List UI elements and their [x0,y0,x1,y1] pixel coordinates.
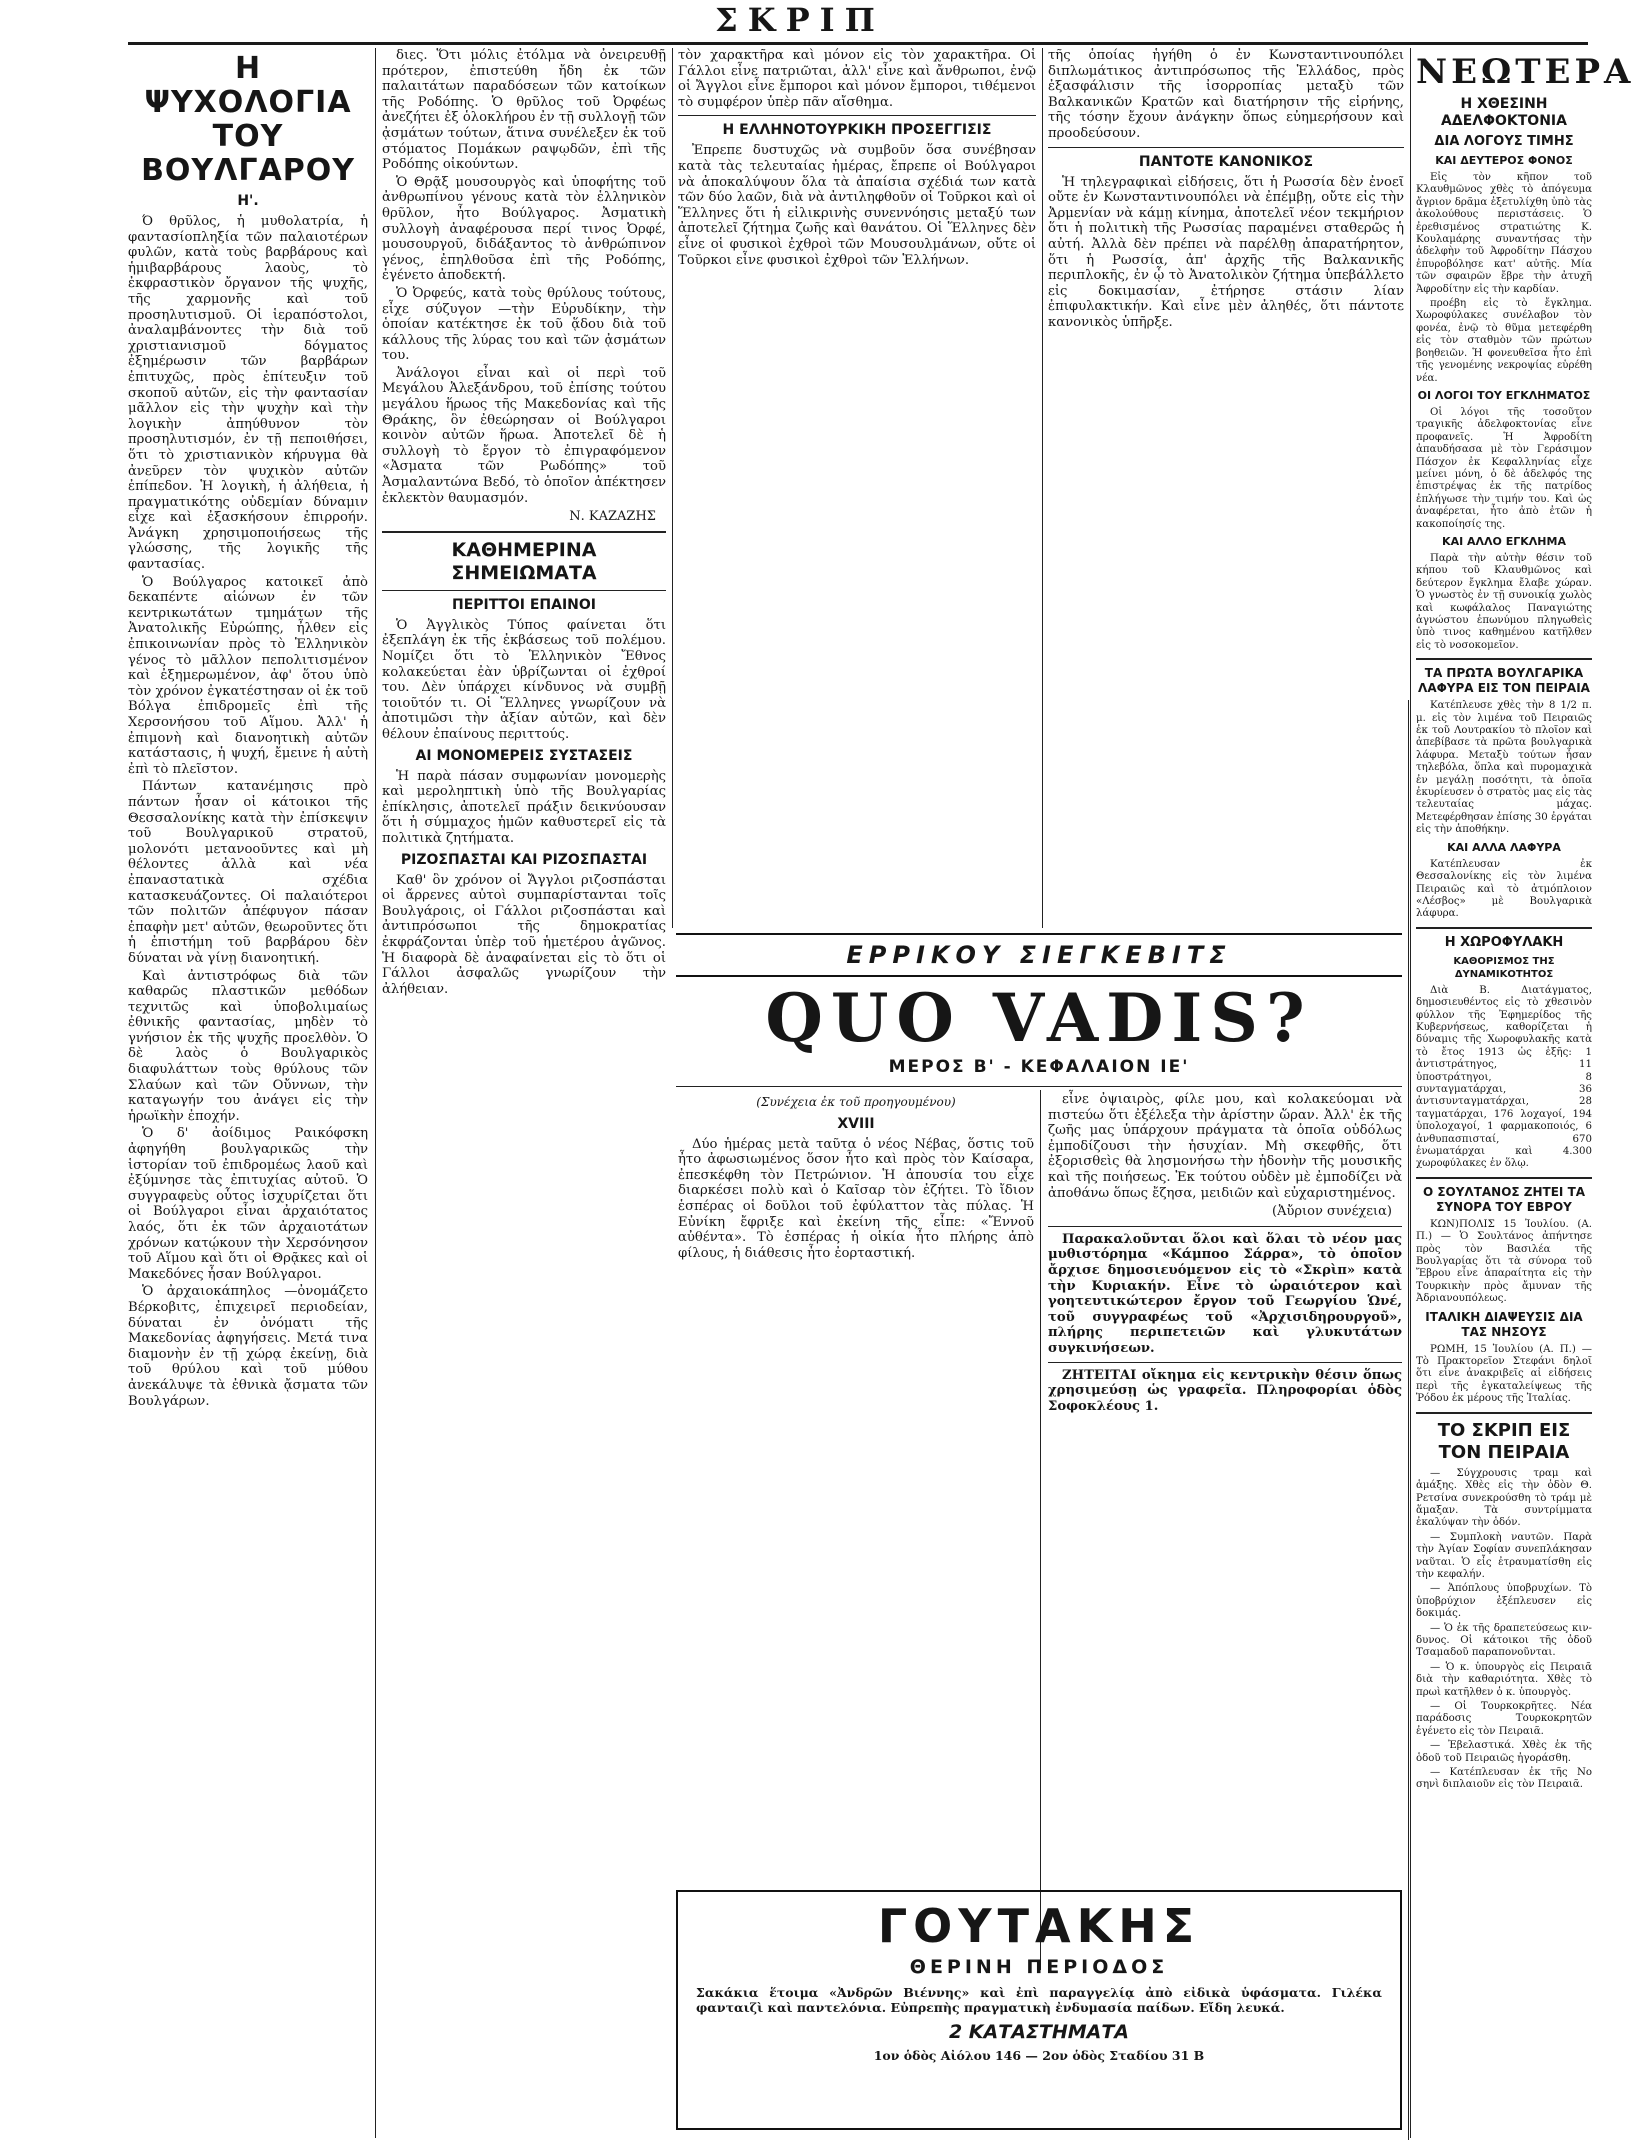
headline: Η ΧΘΕΣΙΝΗ ΑΔΕΛΦΟΚΤΟΝΙΑ [1441,96,1567,129]
divider [382,590,666,591]
paragraph: τὸν χαρακτῆρα καὶ μόνον εἰς τὸν χαρακτῆρα. Οἱ Γάλλοι εἶνε πατριῶται, ἀλλ' εἶνε καὶ ἄνθρωποι, ἐνῷ οἱ Ἄγγλοι εἶνε ἔμποροι καὶ μόνον ἔμποροι, τιθέμενοι τὸ συμφέρον ὑπὲρ πᾶν αἴσθημα. [678,48,1036,110]
headline: Η ΧΩΡΟΦΥΛΑΚΗ [1444,934,1564,950]
serial-text-right [1048,1092,1402,1882]
column-four [1048,48,1404,928]
divider [1048,147,1404,148]
divider [1048,1226,1402,1227]
column-rule [1408,700,1409,2140]
serial-title: QUO VADIS? [765,979,1313,1057]
headline: ΤΑ ΠΡΩΤΑ ΒΟΥΛΓΑΡΙΚΑ ΛΑΦΥΡΑ ΕΙΣ ΤΟΝ ΠΕΙΡΑΙΑ [1418,666,1590,696]
headline: ΙΤΑΛΙΚΗ ΔΙΑΨΕΥΣΙΣ ΔΙΑ ΤΑΣ ΝΗΣΟΥΣ [1425,1309,1583,1339]
paragraph: Καὶ ἀντιστρόφως διὰ τῶν καθαρῶς πλαστικῶν μεθόδων τεχνιτῶς καὶ ὑποβολιμαίως ἐθνικῆς φαντασίας, μηδὲν τὸ γνήσιον ἐκ τῆς ψυχῆς προελθὸν. Ὁ δὲ λαὸς ὁ Βουλγαρικὸς διαφυλάττων τοὺς θρύλους τῶν Σλαύων καὶ τῶν Οὔννων, τὴν καταγωγήν του ἀνάγει εἰς τὴν ἡρωϊκὴν ἐποχήν. [128,968,368,1124]
column-rule [375,48,376,2138]
goutakis-advertisement [676,1890,1402,2130]
paragraph: προέβη εἰς τὸ ἔγκλημα. Χωροφύλακες συνέλαβον τὸν φονέα, ἐνῷ τὸ θῦμα μετεφέρθη εἰς τὸν σταθμὸν τῶν πρώτων βοηθειῶν. Ἡ φονευθεῖσα ἦτο ἐπὶ τῆς γενομένης νεκροψίας εὑρέθη νέα. [1416,298,1592,384]
headline: ΚΑΙ ΔΕΥΤΕΡΟΣ ΦΟΝΟΣ [1435,154,1573,167]
paragraph: Ἡ παρὰ πάσαν συμφωνίαν μονομερὴς καὶ μεροληπτικὴ ὑπὸ τῆς Βουλγαρίας ἐπίκλησις, ἀποτελεῖ πράξιν δεικνύουσαν ὅτι ἡ σύμμαχος ἡμῶν καθυστερεῖ εἰς τὰ πολιτικὰ ζητήματα. [382,768,666,846]
divider [1416,927,1592,929]
paragraph: Εἰς τὸν κῆπον τοῦ Κλαυθμῶνος χθὲς τὸ ἀπόγευμα ἄγριον δρᾶμα ἐξετυλίχθη ὑπὸ τὰς ἀκολούθους περιστάσεις. Ὁ ἐρεθισμένος στρατιώτης Κ. Κουλαμάρης συναντήσας τὴν ἀδελφὴν τοῦ Ἀφροδίτην Πάσχου ἐπυροβόλησε κατ' αὐτῆς. Μία τῶν σφαιρῶν ἔβρε τὴν ἀτυχῆ Ἀφροδίτην εἰς τὴν καρδίαν. [1416,172,1592,295]
paragraph: ΚΩΝ)ΠΟΛΙΣ 15 Ἰουλίου. (Α. Π.) — Ὁ Σουλτάνος ἀπήντησε πρὸς τὸν Βασιλέα τῆς Βουλγαρίας ὅτι τὰ σύνορα τοῦ Ἔβρου εἶνε ἀπαραίτητα εἰς τὴν Τουρκικὴν πρὸς ἄμυναν τῆς Ἀδριανουπόλεως. [1416,1218,1592,1305]
headline: ΔΙΑ ΛΟΓΟΥΣ ΤΙΜΗΣ [1434,134,1574,149]
paragraph: Παρὰ τὴν αὐτὴν θέσιν τοῦ κήπου τοῦ Κλαυθμῶνος καὶ δεύτερον ἔγκλημα ἔλαβε χώραν. Ὁ γνωστὸς ἐν τῇ συνοικίᾳ χωλὸς καὶ κωφάλαλος Παναγιώτης ἀγνώστου ἐπωνύμου πληγωθεὶς ὑπὸ τινος καθημένου κατῆλθεν εἰς τὸ νοσοκομεῖον. [1416,552,1592,651]
divider [1416,658,1592,660]
column-rule [1410,48,1411,2138]
column-latest-news [1416,48,1634,2138]
news-item: — Κατέπλευσαν ἐκ τῆς Νο σηνὶ διπλαιοῦν εἰς τὸν Πειραιᾶ. [1416,1767,1592,1791]
serial-continuation-note: (Ἀὔριον συνέχεια) [1272,1204,1392,1220]
divider [678,115,1036,116]
note-title: ΚΑΙ ΑΛΛΟ ΕΓΚΛΗΜΑ [1442,534,1566,548]
subheadline: ΚΑΘΟΡΙΣΜΟΣ ΤΗΣ ΔΥΝΑΜΙΚΟΤΗΤΟΣ [1453,955,1555,980]
ad-subtitle: ΘΕΡΙΝΗ ΠΕΡΙΟΔΟΣ [909,1956,1169,1978]
classified-ad: ΖΗΤΕΙΤΑΙ οἴκημα εἰς κεντρικὴν θέσιν ὅπως χρησιμεύσῃ ὡς γραφεῖα. Πληροφορίαι ὁδὸς Σοφοκλέους 1. [1048,1367,1402,1414]
news-item: — Σύγχρουσις τραμ καὶ ἁμάξης. Χθὲς εἰς τὴν ὁδὸν Θ. Ρετσίνα συνεκρούσθη τὸ τράμ μὲ ἅμαξαν. Τὰ συντρίμματα ἐκαλύψαν τὴν ὁδόν. [1416,1467,1592,1529]
divider [1416,1412,1592,1414]
divider [1048,1362,1402,1363]
serial-author-banner: ΕΡΡΙΚΟΥ ΣΙΕΓΚΕΒΙΤΣ [676,933,1402,977]
ad-body: Σακάκια ἕτοιμα «Ἀνδρῶν Βιέννης» καὶ ἐπὶ παραγγελίᾳ ἀπὸ εἰδικὰ ὑφάσματα. Γιλέκα φανταιζὶ καὶ παντελόνια. Εὐπρεπὴς πραγματικὴ ἐνδυμασία παίδων. Εἴδη λευκά. [696,1985,1382,2015]
paragraph: Οἱ λόγοι τῆς τοσοῦτον τραγικῆς ἀδελφοκτονίας εἶνε προφανεῖς. Ἡ Ἀφροδίτη ἀπαυδήσασα μὲ τὸν Γεράσιμον Πάσχον ἐκ Κεφαλληνίας εἶχε μείνει μόνη, ὁ δὲ ἀδελφός της ἐπιστρέψας ἐκ τῆς πατρίδος ἐπλήγωσε τὴν τιμήν του. Καὶ ὡς ἀναφέρεται, ἦτο ἀπὸ ἐτῶν ἡ κακοποίησίς της. [1416,406,1592,530]
paragraph: ΡΩΜΗ, 15 Ἰουλίου (Α. Π.) — Τὸ Πρακτορεῖον Στεφάνι δηλοῖ ὅτι εἶνε ἀνακριβεῖς αἱ εἰδήσεις περὶ τῆς ἐγκαταλείψεως τῆς Ῥόδου ἐκ μέρους τῆς Ἰταλίας. [1416,1343,1592,1405]
paragraph: Δύο ἡμέρας μετὰ ταῦτα ὁ νέος Νέβας, ὅστις τοῦ ἦτο ἀφωσιωμένος ὅσον ἦτο καὶ πρὸς τὸν Καίσαρα, ἐπεσκέφθη τὸν Πετρώνιον. Ἡ ἀπουσία του εἶχε διαρκέσει πολὺ καὶ ὁ Καῖσαρ τὸν ἐζήτει. Τὸ ἴδιον ἑσπέρας οἱ δοῦλοι τοῦ ἐφύλαττον τὰς πύλας. Ἡ Εὐνίκη ἔφριξε καὶ ἐκείνη τῆς εἶπε: «Ἔννοῦ αὐθέντα». Τὸ ἑσπέρας ἡ οἰκία ἦτο πλήρης ἀπὸ φίλους, ἡ διάθεσις ἦτο ἐορταστική. [678,1136,1034,1261]
serial-continuation: (Συνέχεια ἐκ τοῦ προηγουμένου) [756,1095,956,1109]
paragraph: Διὰ Β. Διατάγματος, δημοσιευθέντος εἰς τὸ χθεσινὸν φύλλον τῆς Ἐφημερίδος τῆς Κυβερνήσεως, καθορίζεται ἡ δύναμις τῆς Χωροφυλακῆς κατὰ τὸ ἔτος 1913 ὡς ἑξῆς: 1 ἀντιστράτηγος, 11 ὑποστράτηγοι, 8 συνταγματάρχαι, 36 ἀντισυνταγματάρχαι, 28 ταγματάρχαι, 176 λοχαγοί, 194 ὑπολοχαγοί, 1 φαρμακοποιός, 6 ἀνθυπασπισταί, 670 ἐνωματάρχαι καὶ 4.300 χωροφύλακες ἐν ὅλῳ. [1416,984,1592,1170]
column-rule [1042,48,1043,928]
paragraph: Ὁ Βούλγαρος κατοικεῖ ἀπὸ δεκαπέντε αἰώνων ἐν τῶν κεντρικωτάτων τμημάτων τῆς Ἀνατολικῆς Εὐρώπης, ἦλθεν εἰς ἐπικοινωνίαν πρὸς τὸ Ἑλληνικὸν γένος τὸ μᾶλλον πεπολιτισμένον καὶ ἐξημερωμένον, ἀφ' ὅτου ὑπὸ τὸν χρόνον ἐγκατέστησαν οἱ ἐκ τοῦ Βόλγα ἐπιδρομεῖς ἐπὶ τῆς Χερσονήσου τοῦ Αἵμου. Ἀλλ' ἡ ἐπιμονὴ καὶ διανοητικὴ αὐτῶν κατάστασις, ἡ ψυχή, ἔμεινε ἡ αὐτὴ ἐπὶ τὸ πλεῖστον. [128,574,368,777]
paragraph: Ὁ δ' ἀοίδιμος Ραικόφσκη ἀφηγήθη βουλγαρικῶς τὴν ἱστορίαν τοῦ ἐπιδρομέως λαοῦ καὶ ἐξύμνησε τὰς ἐπιτυχίας αὐτοῦ. Ὁ συγγραφεὺς οὗτος ἰσχυρίζεται ὅτι οἱ Βούλγαροι εἶναι ἀρχαιότατος λαός, ὅτι ἐκ τῶν ἀρχαιοτάτων χρόνων κατῴκουν τὴν Χερσόνησον τοῦ Αἵμου καὶ ὅτι οἱ Θρᾷκες καὶ οἱ Μακεδόνες ἦσαν Βούλγαροι. [128,1126,368,1282]
paragraph: Πάντων κατανέμησις πρὸ πάντων ἦσαν οἱ κάτοικοι τῆς Θεσσαλονίκης κατὰ τὴν ἐπίσκεψιν τοῦ Βουλγαρικοῦ στρατοῦ, μολονότι μετανοοῦντες καὶ μὴ θέλοντες ἀλλὰ καὶ νέα ἐπαναστατικὰ σχέδια κατασκευάζοντες. Οἱ παλαιότεροι τῶν πολιτῶν ἀπέφυγον πάσαν ἐπαφὴν μετ' αὐτῶν, θεωροῦντες ὅτι ἡ ἐπιστήμη τοῦ βαρβάρου δὲν δύναται νὰ γίνῃ διανοητική. [128,779,368,966]
article-section: Η'. [237,193,259,209]
divider [676,1086,1402,1087]
note-title: ΑΙ ΜΟΝΟΜΕΡΕΙΣ ΣΥΣΤΑΣΕΙΣ [415,747,633,764]
note-title: ΡΙΖΟΣΠΑΣΤΑΙ ΚΑΙ ΡΙΖΟΣΠΑΣΤΑΙ [400,851,648,868]
paragraph: Καθ' ὃν χρόνον οἱ Ἄγγλοι ριζοσπάσται οἱ ἄρρενες αὐτοὶ συμπαρίστανται τοῖς Βουλγάροις, οἱ Γάλλοι ριζοσπάσται καὶ ἀντιπρόσωποι τῆς δημοκρατίας ἐκφράζονται ὑπὲρ τοῦ ἡμετέρου ἀγῶνος. Ἡ διαφορὰ δὲ ἀναφαίνεται εἰς τὸ ὅτι οἱ Γάλλοι ἀσφαλῶς γνωρίζουν τὴν ἀλήθειαν. [382,872,666,997]
section-title: ΚΑΘΗΜΕΡΙΝΑ ΣΗΜΕΙΩΜΑΤΑ [451,538,597,584]
paragraph: Ὁ Ἀγγλικὸς Τύπος φαίνεται ὅτι ἐξεπλάγη ἐκ τῆς ἐκβάσεως τοῦ πολέμου. Νομίζει ὅτι τὸ Ἑλληνικὸν Ἔθνος κολακεύεται ἐὰν ὑβρίζωνται οἱ ἐχθροί του. Δὲν ὑπάρχει κίνδυνος νὰ συμβῇ τοιοῦτόν τι. Οἱ Ἕλληνες γνωρίζουν νὰ ἀποτιμῶσι τὴν ἀξίαν αὐτῶν, καὶ δὲν θέλουν ἐπαίνους περιττούς. [382,617,666,742]
column-rule [1040,1090,1041,1970]
news-item: — Ὁ κ. ὑπουργὸς εἰς Πειραιᾶ διὰ τὴν καθαριότητα. Χθὲς τὸ πρωὶ κατῆλθεν ὁ κ. ὑπουργὸς. [1416,1661,1592,1698]
chapter-number: XVIII [837,1115,875,1132]
paragraph: Ἀνάλογοι εἶναι καὶ οἱ περὶ τοῦ Μεγάλου Ἀλεξάνδρου, τοῦ ἐπίσης τούτου μεγάλου ἥρωος τῆς Μακεδονίας καὶ τῆς Θράκης, ὃν ἐθεώρησαν οἱ Βούλγαροι κοινὸν αὐτῶν ἥρωα. Ἀποτελεῖ δὲ ἡ συλλογὴ τὸ ἔργον τὸ ἐπιγραφόμενον «Ἀσματα τῶν Ρωδόπης» τοῦ Ἀσμαλαντώνα Βεδό, τὸ ὁποῖον ἀπέκτησεν ἐκλεκτὸν θαυμασμόν. [382,365,666,506]
paragraph: εἶνε ὀψιαιρὸς, φίλε μου, καὶ κολακεύομαι νὰ πιστεύω ὅτι ἐξέλεξα τὴν ἀρίστην ὥραν. Ἀλλ' ἐκ τῆς ζωῆς μας ὑπάρχουν πράγματα τὰ ὁποῖα οὐδόλως ἐμποδίζουσι τὴν ἡσυχίαν. Μὴ σκεφθῆς, ὅτι ἐξορισθεὶς θὰ λησμονήσω τὴν ἡδονὴν τῆς μουσικῆς καὶ τῆς ποιήσεως. Ἐκ τούτου οὐδὲν μὲ ἐμποδίζει νὰ ἀποθάνω ὅπως ἔζησα, μειδιῶν καὶ εὐχαριστημένος. [1048,1092,1402,1201]
paragraph: τῆς ὁποίας ἡγήθη ὁ ἐν Κωνσταντινουπόλει διπλωμάτικος ἀντιπρόσωπος τῆς Ἑλλάδος, πρὸς ἐξασφάλισιν τῆς ἰσορροπίας μεταξὺ τῶν Βαλκανικῶν Κρατῶν καὶ διατήρησιν τῆς εἰρήνης, τῆς τόσην ἔχουν ἀνάγκην ὅπως εὐημερήσουν καὶ προοδεύσουν. [1048,48,1404,141]
masthead: ΣΚΡΙΠ [715,1,885,39]
paragraph: Ἡ τηλεγραφικαὶ εἰδήσεις, ὅτι ἡ Ρωσσία δὲν ἐνοεῖ οὔτε ἐν Κωνσταντινουπόλει νὰ ἐπέμβῃ, οὔτε εἰς τὴν Ἀρμενίαν νὰ κάμῃ κίνημα, ἀποτελεῖ νέον τεκμήριον ὅτι ἡ πολιτικὴ τῆς Ρωσσίας παραμένει σταθερῶς ἡ αὐτή. Ἀλλὰ δὲν πρέπει νὰ παρέλθῃ ἀπαρατήρητον, ὅτι ἡ Ρωσσία, ἀπ' ἀρχῆς τῆς Βαλκανικῆς περιπλοκῆς, ἐν ᾧ τὸ Ἀνατολικὸν ζήτημα ὑπεβάλλετο εἰς δοκιμασίαν, ἐτήρησε στάσιν λίαν ἐπιφυλακτικήν. Καὶ εἶνε μὲν ἀληθές, ὅτι πάντοτε κανονικὸς ὑπῆρξε. [1048,174,1404,330]
news-item: — Ὁ ἐκ τῆς δραπετεύσεως κιν-δυνος. Οἱ κάτοικοι τῆς ὁδοῦ Τσαμαδοῦ παραπονοῦνται. [1416,1622,1592,1659]
paragraph: Ὁ ἀρχαιοκάπηλος —ὀνομάζετο Βέρκοβιτς, ἐπιχειρεῖ περιοδείαν, δύναται ἐν ὀνόματι τῆς Μακεδονίας ἀφηγήσεις. Μετά τινα διαμονὴν ἐν τῇ χώρᾳ ἐκείνῃ, διὰ τοῦ θρύλου καὶ τοῦ μύθου ἀνεκάλυψε τὰ ἐθνικὰ ᾄσματα τῶν Βουλγάρων. [128,1284,368,1409]
divider [382,531,666,533]
paragraph: Ὁ Ὀρφεύς, κατὰ τοὺς θρύλους τούτους, εἶχε σύζυγον —τὴν Εὐρυδίκην, τὴν ὁποίαν κατέκτησε ἐκ τοῦ ᾅδου διὰ τοῦ κάλλους τῆς λύρας του καὶ τῶν ᾀσμάτων του. [382,285,666,364]
divider [1416,1177,1592,1179]
note-title: ΠΕΡΙΤΤΟΙ ΕΠΑΙΝΟΙ [452,596,596,613]
ad-title: ΓΟΥΤΑΚΗΣ [877,1899,1201,1953]
headline: Ο ΣΟΥΛΤΑΝΟΣ ΖΗΤΕΙ ΤΑ ΣΥΝΟΡΑ ΤΟΥ ΕΒΡΟΥ [1422,1184,1586,1214]
paragraph: Ό θρῦλος, ἡ μυθολατρία, ἡ φαντασίοπληξία τῶν παλαιοτέρων φυλῶν, κατὰ τοὺς βαρβάρους καὶ ἡμιβαρβάρους λαοὺς, τὸ ἐκφραστικὸν ὄργανον τῆς ψυχῆς, τῆς χαρμονῆς καὶ τοῦ προσηλυτισμοῦ. Οἱ ἱεραπόστολοι, ἀναλαμβάνοντες τὴν διὰ τοῦ χριστιανισμοῦ δόγματος ἐξημέρωσιν τῶν βαρβάρων ἐπιτυχῶς, πρὸς ἐπίτευξιν τοῦ σκοποῦ αὐτῶν, εἰς τὴν φαντασίαν μᾶλλον εἰς τὴν ψυχὴν καὶ τὴν λογικὴν ἀπηύθυνον τὸν προσηλυτισμόν, ἐν τῇ πεποιθήσει, ὅτι τὸ χριστιανικὸν κήρυγμα θὰ ἀνεῦρεν τὸν ψυχικὸν αὐτῶν ἐπίπεδον. Ἡ λογικὴ, ἡ ἀλήθεια, ἡ πραγματικότης οὐδεμίαν δύναμιν εἶχε καὶ ἐξασκήσουν ἐπιρροήν. Ἀνάγκη χρησιμοποιήσεως τῆς γλώσσης, τῆς λογικῆς τῆς φαντασίας. [128,214,368,573]
paragraph: Κατέπλευσαν ἐκ Θεσσαλονίκης εἰς τὸν λιμένα Πειραιῶς καὶ τὸ ἀτμόπλοιον «Λέσβος» μὲ Βουλγαρικὰ λάφυρα. [1416,858,1592,920]
column-two [382,48,666,2138]
ad-stores-label: 2 ΚΑΤΑΣΤΗΜΑΤΑ [948,2021,1130,2043]
column-three [678,48,1036,928]
news-item: — Συμπλοκὴ ναυτῶν. Παρὰ τὴν Ἀγίαν Σοφίαν συνεπλάκησαν ναῦται. Ὁ εἷς ἐτραυματίσθη εἰς τὴν κεφαλήν. [1416,1531,1592,1580]
news-item: — Ἐβελαστικά. Χθὲς ἐκ τῆς ὁδοῦ τοῦ Πειραιῶς ἠγοράσθη. [1416,1740,1592,1764]
notice: Παρακαλοῦνται ὅλοι καὶ ὅλαι τὸ νέον μας μυθιστόρημα «Κάμποο Σάρρα», τὸ ὁποῖον ἄρχισε δημοσιευόμενον εἰς τὸ «Σκρὶπ» κατὰ τὴν Κυριακήν. Εἶνε τὸ ὡραιότερον καὶ γοητευτικώτερον ἔργον τοῦ Γεωργίου Ὡνέ, τοῦ συγγραφέως τοῦ «Ἀρχισιδηρουργοῦ», πλήρης περιπετειῶν καὶ γλυκυτάτων συγκινήσεων. [1048,1231,1402,1356]
note-title: ΠΑΝΤΟΤΕ ΚΑΝΟΝΙΚΟΣ [1138,153,1314,170]
serial-part: ΜΕΡΟΣ Β' - ΚΕΦΑΛΑΙΟΝ ΙΕ' [888,1057,1190,1077]
section-title: ΝΕΩΤΕΡΑ [1416,52,1634,92]
note-title: ΚΑΙ ΑΛΛΑ ΛΑΦΥΡΑ [1447,840,1561,854]
column-rule [672,48,673,928]
article-title: Η ΨΥΧΟΛΟΓΙΑ ΤΟΥ ΒΟΥΛΓΑΡΟΥ [141,51,355,188]
paragraph: Κατέπλευσε χθὲς τὴν 8 1/2 π. μ. εἰς τὸν λιμένα τοῦ Πειραιῶς ἐκ τοῦ Λουτρακίου τὸ πλοῖον καὶ ἀπεβίβασε τὰ πρῶτα βουλγαρικὰ λάφυρα. Μεταξὺ τούτων ἦσαν τηλεβόλα, ὅπλα καὶ πυρομαχικὰ ἐν μεγάλῃ ποσότητι, τὰ ὁποῖα ἐκυρίευσεν ὁ στρατὸς μας εἰς τὰς τελευταίας μάχας. Μετεφέρθησαν ἐπίσης 30 ἐργάται εἰς τὴν ἀποθήκην. [1416,700,1592,836]
ad-stores: 1ον ὁδὸς Αἰόλου 146 — 2ον ὁδὸς Σταδίου 31 Β [873,2048,1205,2063]
author-signature: Ν. ΚΑΖΑΖΗΣ [569,509,656,525]
news-item: — Οἱ Τουρκοκρῆτες. Νέα παράδοσις Τουρκοκρητῶν ἐγένετο εἰς τὸν Πειραιᾶ. [1416,1701,1592,1737]
paragraph: διες. Ὅτι μόλις ἐτόλμα νὰ ὀνειρευθῇ πρότερον, ἐπιστεύθη ἤδη ἐκ τῶν παλαιτάτων παραδόσεων τῶν κατοίκων τῆς Ροδόπης. Ὁ θρῦλος τοῦ Ὀρφέως ἀνεζήτει ἐξ ὁλοκλήρου ἐν τῇ συλλογῇ τῶν ᾀσμάτων τούτων, ἅτινα συνέλεξεν ἐκ τοῦ στόματος Πομάκων ραψῳδῶν, ἐπὶ τῆς Ροδόπης οἰκούντων. [382,48,666,173]
paragraph: Ὁ Θρᾷξ μουσουργὸς καὶ ὑποφήτης τοῦ ἀνθρωπίνου γένους κατὰ τὸν ἑλληνικὸν θρῦλον, ἦτο Βούλγαρος. Ἀσματικὴ συλλογὴ ἀναφέρουσα περί τινος Ὀρφέ, μουσουργοῦ, διδάξαντος τὸ ἀνθρώπινον γένος, ἐπηλθοῦσα ἐπὶ τῆς Ροδόπης, ἐγένετο ἀποδεκτή. [382,174,666,284]
note-title: Η ΕΛΛΗΝΟΤΟΥΡΚΙΚΗ ΠΡΟΣΕΓΓΙΣΙΣ [722,122,992,139]
paragraph: Ἐπρεπε δυστυχῶς νὰ συμβοῦν ὅσα συνέβησαν κατὰ τὰς τελευταίας ἡμέρας, ἔπρεπε οἱ Βούλγαροι νὰ ἀποκαλύψουν ὅλα τὰ ἀπαίσια σχέδιά των κατὰ τῶν δύο λαῶν, διὰ νὰ ἀντιληφθοῦν οἱ Τοῦρκοι καὶ οἱ Ἕλληνες ὅτι ἡ εἰλικρινὴς συνεννόησις μεταξύ των ἀποτελεῖ ζήτημα ζωῆς καὶ θανάτου. Οἱ Ἕλληνες δὲν εἶνε οἱ φυσικοὶ ἐχθροὶ τῶν Μουσουλμάνων, οὔτε οἱ Τοῦρκοι εἶνε φυσικοὶ ἐχθροὶ τῶν Ἑλλήνων. [678,143,1036,268]
serial-text-left [678,1092,1034,1882]
note-title: ΟΙ ΛΟΓΟΙ ΤΟΥ ΕΓΚΛΗΜΑΤΟΣ [1417,388,1591,402]
news-item: — Ἀπόπλους ὑποβρυχίων. Τὸ ὑποβρύχιον ἐξέπλευσεν εἰς δοκιμάς. [1416,1583,1592,1620]
article-bulgarian-psychology [128,48,368,2138]
masthead-rule [128,42,1588,45]
headline: ΤΟ ΣΚΡΙΠ ΕΙΣ ΤΟΝ ΠΕΙΡΑΙΑ [1437,1419,1571,1463]
serial-header [676,980,1402,1078]
